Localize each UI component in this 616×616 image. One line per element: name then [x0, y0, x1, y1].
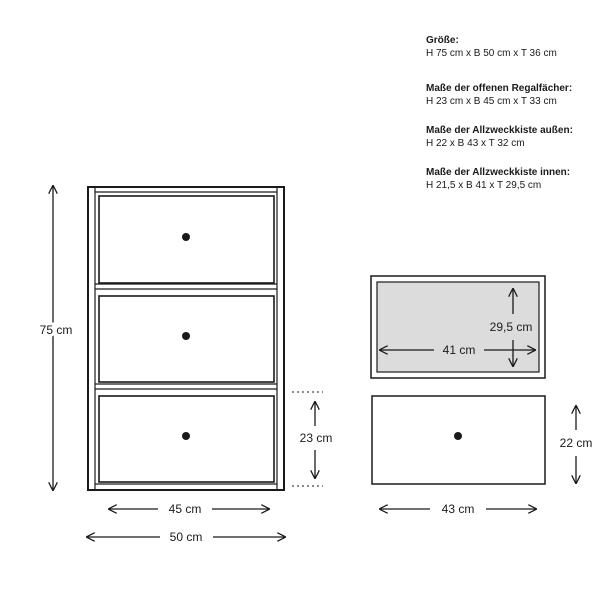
spec-box-inner-title: Maße der Allzweckkiste innen: [426, 167, 571, 178]
box-front-handle-hole [454, 432, 462, 440]
dim-outer-width-label: 50 cm [169, 530, 203, 544]
spec-box-outer-value: H 22 x B 43 x T 32 cm [426, 138, 525, 149]
spec-size [426, 34, 611, 60]
box-3-handle-hole [182, 432, 190, 440]
box-front-view [372, 396, 545, 484]
spec-open-compartments-value: H 23 cm x B 45 cm x T 33 cm [426, 96, 557, 107]
spec-open-compartments [426, 82, 611, 108]
spec-box-inner-value: H 21,5 x B 41 x T 29,5 cm [426, 180, 542, 191]
dim-box-inner-width-label: 41 cm [442, 343, 476, 357]
dim-shelf-height-label: 75 cm [39, 323, 73, 337]
spec-box-inner [426, 166, 611, 192]
dim-inner-width-label: 45 cm [168, 502, 202, 516]
spec-box-outer-title: Maße der Allzweckkiste außen: [426, 125, 573, 136]
dim-compartment-height-label: 23 cm [299, 431, 333, 445]
spec-size-value: H 75 cm x B 50 cm x T 36 cm [426, 48, 557, 59]
dim-box-width-label: 43 cm [441, 502, 475, 516]
spec-box-outer [426, 124, 611, 150]
box-1-handle-hole [182, 233, 190, 241]
box-2-handle-hole [182, 332, 190, 340]
spec-size-title: Größe: [426, 35, 459, 46]
dim-box-height-label: 22 cm [559, 436, 593, 450]
spec-list [426, 34, 611, 208]
dim-box-inner-depth-label: 29,5 cm [489, 320, 533, 334]
spec-open-compartments-title: Maße der offenen Regalfächer: [426, 83, 573, 94]
